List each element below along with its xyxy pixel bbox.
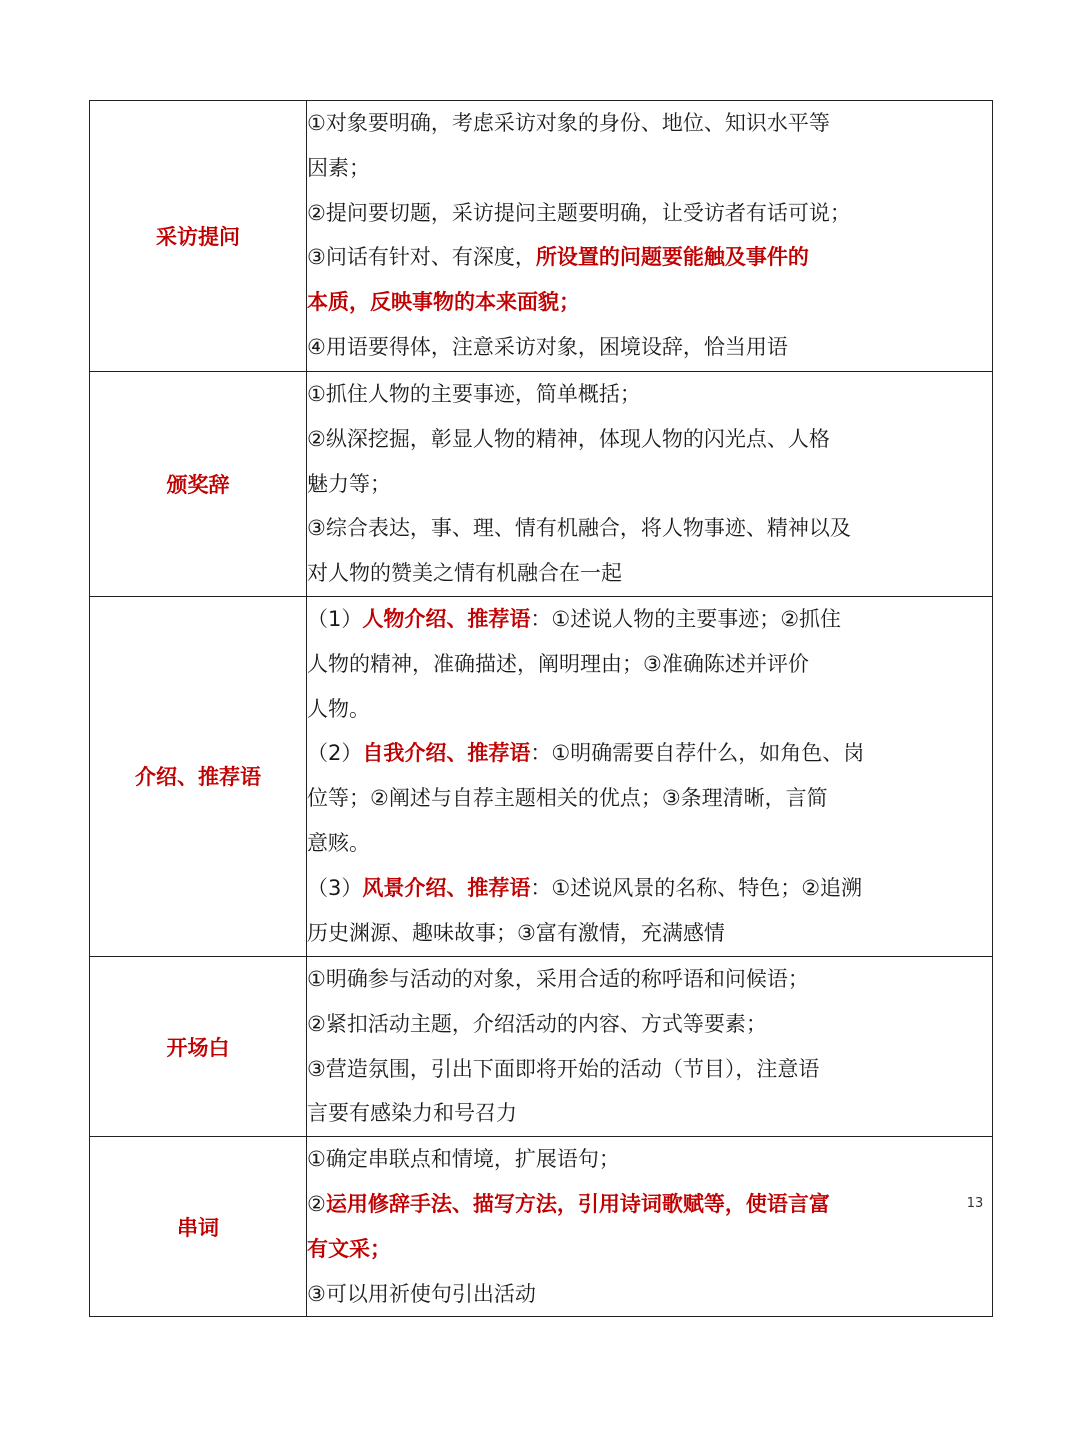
content-line: [307, 776, 992, 821]
content-line: [307, 866, 992, 911]
row-label: 介绍、推荐语: [90, 596, 307, 956]
content-line: [307, 1002, 992, 1047]
emphasis-text: 运用修辞手法、描写方法，引用诗词歌赋等，使语言富: [325, 1191, 830, 1216]
body-text: （3）: [307, 875, 363, 900]
content-line: [307, 911, 992, 956]
content-line: [307, 551, 992, 596]
body-text: ②提问要切题，采访提问主题要明确，让受访者有话可说；: [307, 200, 851, 225]
body-text: ②紧扣活动主题，介绍活动的内容、方式等要素；: [307, 1011, 767, 1036]
body-text: ②纵深挖掘，彰显人物的精神，体现人物的闪光点、人格: [307, 426, 830, 451]
table-row: [90, 956, 993, 1136]
content-line: [307, 1137, 992, 1182]
table-row: [90, 372, 993, 597]
body-text: 人物。: [307, 696, 370, 721]
body-text: ②: [307, 1191, 326, 1216]
body-text: ③可以用祈使句引出活动: [307, 1281, 536, 1306]
body-text: ①确定串联点和情境，扩展语句；: [307, 1147, 620, 1172]
content-line: [307, 821, 992, 866]
body-text: ：①述说风景的名称、特色；②追溯: [530, 875, 863, 900]
body-text: ：①述说人物的主要事迹；②抓住: [530, 606, 842, 631]
content-line: [307, 957, 992, 1002]
table-row: [90, 596, 993, 956]
body-text: 历史渊源、趣味故事；③富有激情，充满感情: [307, 920, 725, 945]
body-text: 人物的精神，准确描述，阐明理由；③准确陈述并评价: [307, 651, 809, 676]
table-row: [90, 1137, 993, 1317]
content-line: [307, 642, 992, 687]
body-text: ④用语要得体，注意采访对象，困境设辞，恰当用语: [307, 334, 788, 359]
content-line: [307, 191, 992, 236]
page-number: 13: [966, 1196, 984, 1211]
emphasis-text: 风景介绍、推荐语: [362, 875, 531, 900]
content-line: [307, 417, 992, 462]
emphasis-text: 有文采；: [307, 1236, 391, 1261]
body-text: ①明确参与活动的对象，采用合适的称呼语和问候语；: [307, 966, 809, 991]
content-line: [307, 462, 992, 507]
content-line: [307, 1047, 992, 1092]
body-text: ③综合表达，事、理、情有机融合，将人物事迹、精神以及: [307, 516, 851, 541]
table-row: [90, 101, 993, 372]
content-line: [307, 687, 992, 732]
body-text: ③问话有针对、有深度，: [307, 245, 536, 270]
row-label: 采访提问: [90, 101, 307, 372]
content-line: [307, 731, 992, 776]
body-text: 位等；②阐述与自荐主题相关的优点；③条理清晰，言简: [307, 786, 828, 811]
summary-table: [89, 100, 993, 1317]
content-line: [307, 280, 992, 325]
content-line: [307, 1227, 992, 1272]
body-text: 意赅。: [307, 830, 370, 855]
emphasis-text: 人物介绍、推荐语: [362, 606, 531, 631]
row-label: 串词: [90, 1137, 307, 1317]
summary-table-body: [90, 101, 993, 1317]
row-content: [307, 101, 993, 372]
content-line: [307, 1272, 992, 1317]
row-label: 颁奖辞: [90, 372, 307, 597]
body-text: 因素；: [307, 155, 370, 180]
content-line: [307, 1091, 992, 1136]
emphasis-text: 本质，反映事物的本来面貌；: [307, 290, 580, 315]
body-text: 魅力等；: [307, 471, 391, 496]
row-content: [307, 596, 993, 956]
body-text: ：①明确需要自荐什么，如角色、岗: [530, 741, 865, 766]
content-line: [307, 372, 992, 417]
body-text: 对人物的赞美之情有机融合在一起: [307, 561, 622, 586]
body-text: 言要有感染力和号召力: [307, 1101, 517, 1126]
content-line: [307, 101, 992, 146]
body-text: ①对象要明确，考虑采访对象的身份、地位、知识水平等: [307, 111, 830, 135]
content-line: [307, 506, 992, 551]
body-text: （2）: [307, 741, 363, 766]
content-line: [307, 235, 992, 280]
content-line: [307, 325, 992, 370]
row-content: [307, 956, 993, 1136]
row-content: [307, 372, 993, 597]
row-label: 开场白: [90, 956, 307, 1136]
body-text: （1）: [307, 606, 363, 631]
content-line: [307, 597, 992, 642]
body-text: ③营造氛围，引出下面即将开始的活动（节目），注意语: [307, 1056, 820, 1081]
content-line: [307, 146, 992, 191]
emphasis-text: 所设置的问题要能触及事件的: [535, 245, 809, 270]
content-line: [307, 1182, 992, 1227]
body-text: ①抓住人物的主要事迹，简单概括；: [307, 382, 641, 406]
emphasis-text: 自我介绍、推荐语: [362, 741, 531, 766]
row-content: [307, 1137, 993, 1317]
